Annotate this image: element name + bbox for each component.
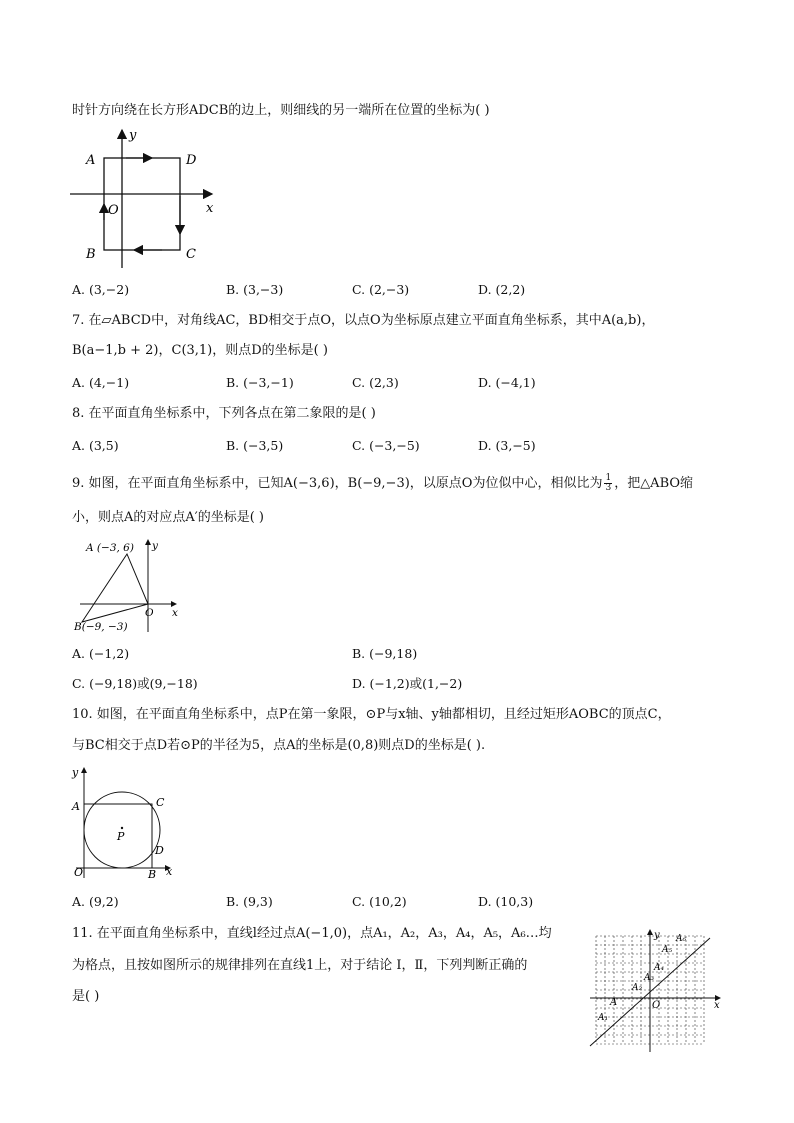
q9-label-x: x [172,607,178,619]
q8-option-d[interactable]: D. (3,−5) [478,438,536,453]
q7-option-c[interactable]: C. (2,3) [352,375,399,390]
q9-fraction [604,474,612,493]
q6-label-O: O [108,203,119,218]
q10-stem-line1: 10. 如图，在平面直角坐标系中，点P在第一象限，⊙P与x轴、y轴都相切，且经过矩形AOBC的顶点C， [72,707,671,722]
q7-option-a[interactable]: A. (4,−1) [72,375,130,390]
q6-label-D: D [186,153,197,168]
q10-stem-line2: 与BC相交于点D若⊙P的半径为5，点A的坐标是(0,8)则点D的坐标是( ). [72,738,486,753]
q6-option-a[interactable]: A. (3,−2) [72,282,130,297]
q7-option-d[interactable]: D. (−4,1) [478,375,536,390]
q6-option-c[interactable]: C. (2,−3) [352,282,410,297]
q11-label-A6: A₆ [676,934,687,944]
q11-label-A: A [610,997,618,1008]
q7-stem-line1: 7. 在▱ABCD中，对角线AC，BD相交于点O，以点O为坐标原点建立平面直角坐标系，其中A(a,b)， [72,313,655,328]
q8-option-b[interactable]: B. (−3,5) [226,438,284,453]
q10-label-B: B [148,868,157,881]
q10-option-b[interactable]: B. (9,3) [226,894,273,909]
q9-label-O: O [145,607,154,619]
q9-label-A: A (−3, 6) [86,542,134,554]
q10-label-A: A [72,800,80,813]
q9-stem-line1 [72,474,693,493]
q6-label-B: B [86,247,96,262]
q9-option-a[interactable]: A. (−1,2) [72,646,130,661]
q9-label-B: B(−9, −3) [74,621,128,633]
q9-option-d[interactable]: D. (−1,2)或(1,−2) [352,676,463,691]
q9-option-c[interactable]: C. (−9,18)或(9,−18) [72,676,198,691]
q7-stem-line2: B(a−1,b + 2)，C(3,1)，则点D的坐标是( ) [72,343,328,358]
q6-label-y: y [129,128,137,143]
q10-label-D: D [155,844,164,857]
q11-stem-line3: 是( ) [72,989,100,1004]
q11-label-x: x [714,1000,720,1011]
q10-option-d[interactable]: D. (10,3) [478,894,534,909]
q8-stem: 8. 在平面直角坐标系中，下列各点在第二象限的是( ) [72,406,376,421]
q6-stem: 时针方向绕在长方形ADCB的边上，则细线的另一端所在位置的坐标为( ) [72,103,490,118]
q8-option-a[interactable]: A. (3,5) [72,438,119,453]
q10-label-P: P [117,830,125,843]
q11-label-A1: A₁ [598,1013,609,1023]
q9-stem-line2: 小，则点A的对应点A′的坐标是( ) [72,510,265,525]
q9-triangle [82,554,148,622]
q7-option-b[interactable]: B. (−3,−1) [226,375,294,390]
q11-label-A5: A₅ [662,945,673,955]
q6-option-b[interactable]: B. (3,−3) [226,282,284,297]
q9-figure [72,536,192,634]
q10-label-x: x [166,865,173,878]
q11-stem-line1: 11. 在平面直角坐标系中，直线l经过点A(−1,0)，点A₁，A₂，A₃，A₄，A₅，A₆…均 [72,926,552,941]
q10-figure [68,762,188,880]
q6-label-A: A [86,153,96,168]
q9-fraction-num: 1 [605,473,612,483]
q8-option-c[interactable]: C. (−3,−5) [352,438,420,453]
q10-label-O: O [74,866,84,879]
q9-option-b[interactable]: B. (−9,18) [352,646,418,661]
q6-option-d[interactable]: D. (2,2) [478,282,526,297]
q10-option-a[interactable]: A. (9,2) [72,894,119,909]
q9-stem-end: ，把△ABO缩 [614,476,694,491]
q10-option-c[interactable]: C. (10,2) [352,894,407,909]
q11-label-A2: A₂ [632,983,643,993]
q9-stem-text: 9. 如图，在平面直角坐标系中，已知A(−3,6)，B(−9,−3)，以原点O为位似中心，相似比为 [72,476,603,491]
q11-stem-line2: 为格点，且按如图所示的规律排列在直线1上，对于结论 Ⅰ，Ⅱ，下列判断正确的 [72,958,528,973]
q9-label-y: y [152,540,158,552]
q11-label-A3: A₃ [644,973,655,983]
q11-label-A4: A₄ [654,963,665,973]
q10-center-dot [121,827,123,829]
q10-label-C: C [156,796,165,809]
q10-label-y: y [72,766,79,779]
q11-label-O: O [652,1000,661,1011]
q6-label-x: x [206,201,214,216]
q11-label-y: y [654,930,660,941]
q6-label-C: C [186,247,196,262]
q6-figure [66,126,226,276]
q9-fraction-den: 3 [605,483,612,493]
q11-figure [588,928,724,1056]
